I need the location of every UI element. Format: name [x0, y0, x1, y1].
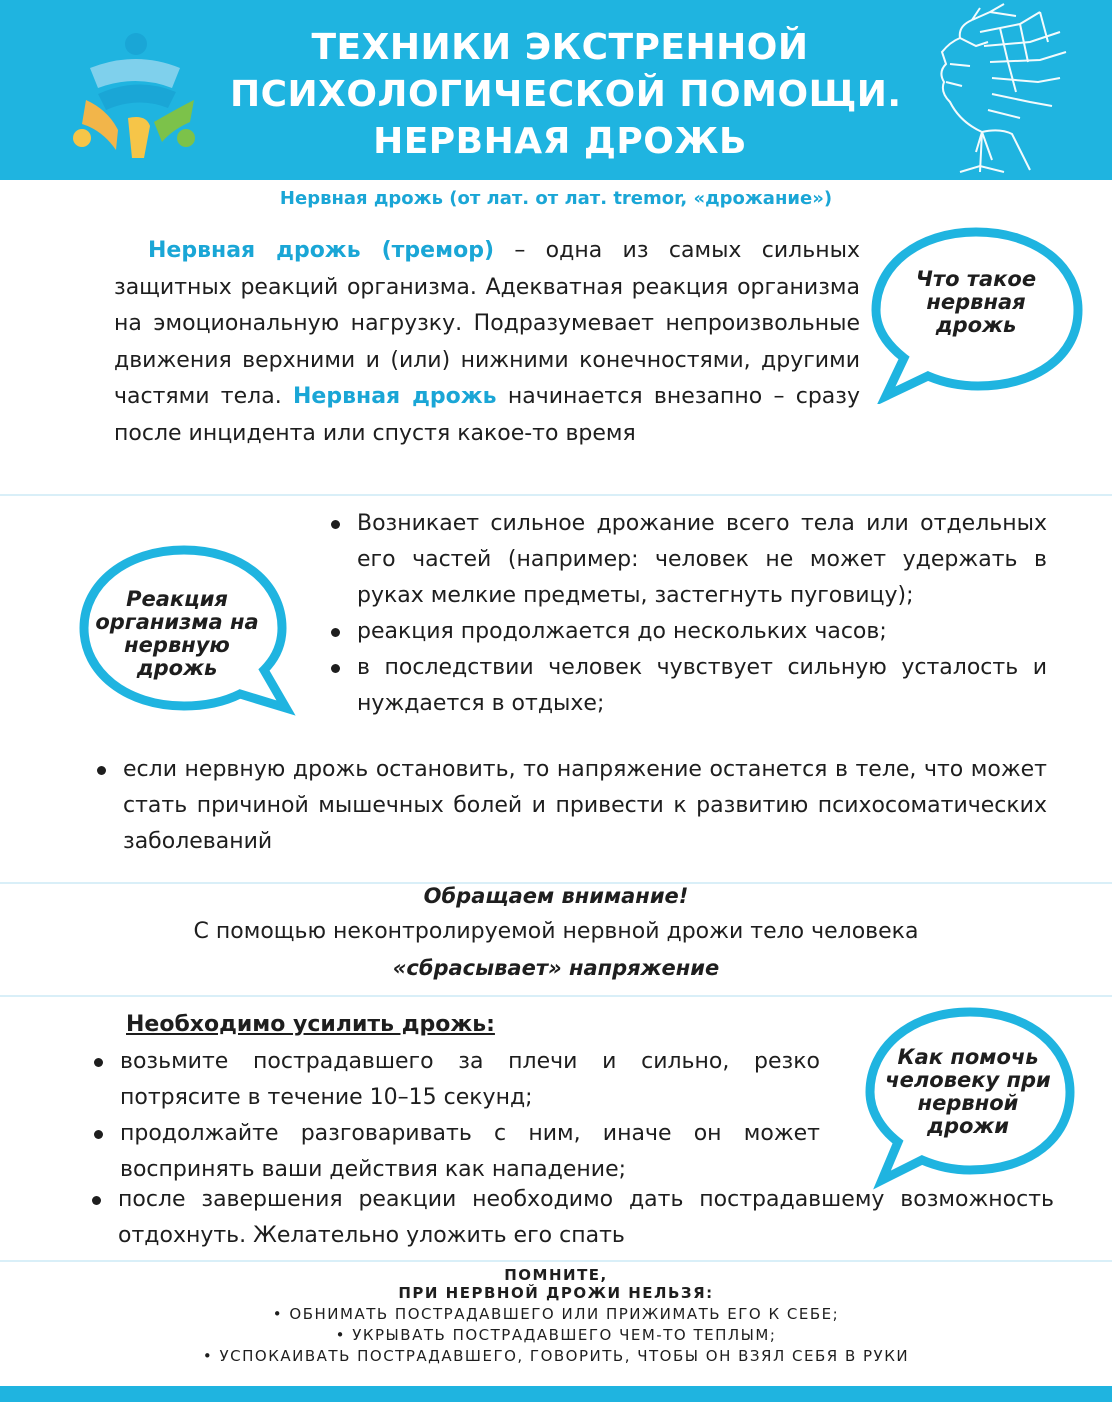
- intro-paragraph: [114, 233, 860, 452]
- title-line-3: НЕРВНАЯ ДРОЖЬ: [373, 121, 747, 162]
- bubble-help-label: Как помочь человеку при нервной дрожи: [885, 1045, 1051, 1138]
- reaction-list-full: [93, 752, 1047, 860]
- subtitle: Нервная дрожь (от лат. от лат. tremor, «дрожание»): [279, 188, 833, 209]
- remember-line-2: ПРИ НЕРВНОЙ ДРОЖИ НЕЛЬЗЯ:: [398, 1284, 714, 1302]
- list-item: реакция продолжается до нескольких часов;: [327, 614, 1047, 650]
- list-item: продолжайте разговаривать с ним, иначе он может воспринять ваши действия как нападение;: [90, 1116, 820, 1188]
- page-title: [230, 24, 902, 165]
- remember-item: • УКРЫВАТЬ ПОСТРАДАВШЕГО ЧЕМ-ТО ТЕПЛЫМ;: [335, 1326, 777, 1344]
- intro-text-1: – одна из самых сильных защитных реакций организма. Адекватная реакция организма на эмоциональную нагрузку. Подразумевает непроизвольные движения верхними и (или) нижними конечностями, другими частями тела.: [114, 238, 860, 409]
- people-logo-icon: [68, 30, 203, 160]
- divider: [0, 1260, 1112, 1262]
- list-item: Возникает сильное дрожание всего тела или отдельных его частей (например: человек не может удержать в руках мелкие предметы, застегнуть пуговицу);: [327, 506, 1047, 614]
- intro-term-1: Нервная дрожь (тремор): [148, 238, 494, 263]
- attention-text: С помощью неконтролируемой нервной дрожи тело человека: [193, 919, 919, 944]
- list-item: в последствии человек чувствует сильную усталость и нуждается в отдыхе;: [327, 650, 1047, 722]
- list-item: возьмите пострадавшего за плечи и сильно, резко потрясите в течение 10–15 секунд;: [90, 1044, 820, 1116]
- remember-line-1: ПОМНИТЕ,: [504, 1266, 608, 1284]
- tree-head-icon: [920, 2, 1070, 177]
- intro-term-2: Нервная дрожь: [293, 384, 497, 409]
- title-line-1: ТЕХНИКИ ЭКСТРЕННОЙ: [311, 27, 809, 68]
- list-item: после завершения реакции необходимо дать пострадавшему возможность отдохнуть. Желательно уложить его спать: [88, 1182, 1054, 1254]
- help-heading: Необходимо усилить дрожь:: [126, 1012, 495, 1037]
- help-list: [90, 1044, 820, 1188]
- attention-emphasis: «сбрасывает» напряжение: [392, 956, 720, 980]
- header-banner: [0, 0, 1112, 180]
- attention-heading: Обращаем внимание!: [423, 884, 689, 908]
- footer-bar: [0, 1386, 1112, 1402]
- list-item: если нервную дрожь остановить, то напряжение останется в теле, что может стать причиной мышечных болей и привести к развитию психосоматических заболеваний: [93, 752, 1047, 860]
- reaction-list: [327, 506, 1047, 722]
- remember-item: • ОБНИМАТЬ ПОСТРАДАВШЕГО ИЛИ ПРИЖИМАТЬ ЕГО К СЕБЕ;: [272, 1305, 840, 1323]
- bubble-what-label: Что такое нервная дрожь: [915, 267, 1037, 337]
- bubble-reaction-label: Реакция организма на нервную дрожь: [95, 587, 259, 680]
- divider: [0, 995, 1112, 997]
- remember-item: • УСПОКАИВАТЬ ПОСТРАДАВШЕГО, ГОВОРИТЬ, ЧТОБЫ ОН ВЗЯЛ СЕБЯ В РУКИ: [202, 1347, 910, 1365]
- title-line-2: ПСИХОЛОГИЧЕСКОЙ ПОМОЩИ.: [230, 74, 902, 115]
- help-list-full: [88, 1182, 1054, 1254]
- divider: [0, 494, 1112, 496]
- intro-text-2: начинается внезапно – сразу после инцидента или спустя какое-то время: [114, 384, 860, 446]
